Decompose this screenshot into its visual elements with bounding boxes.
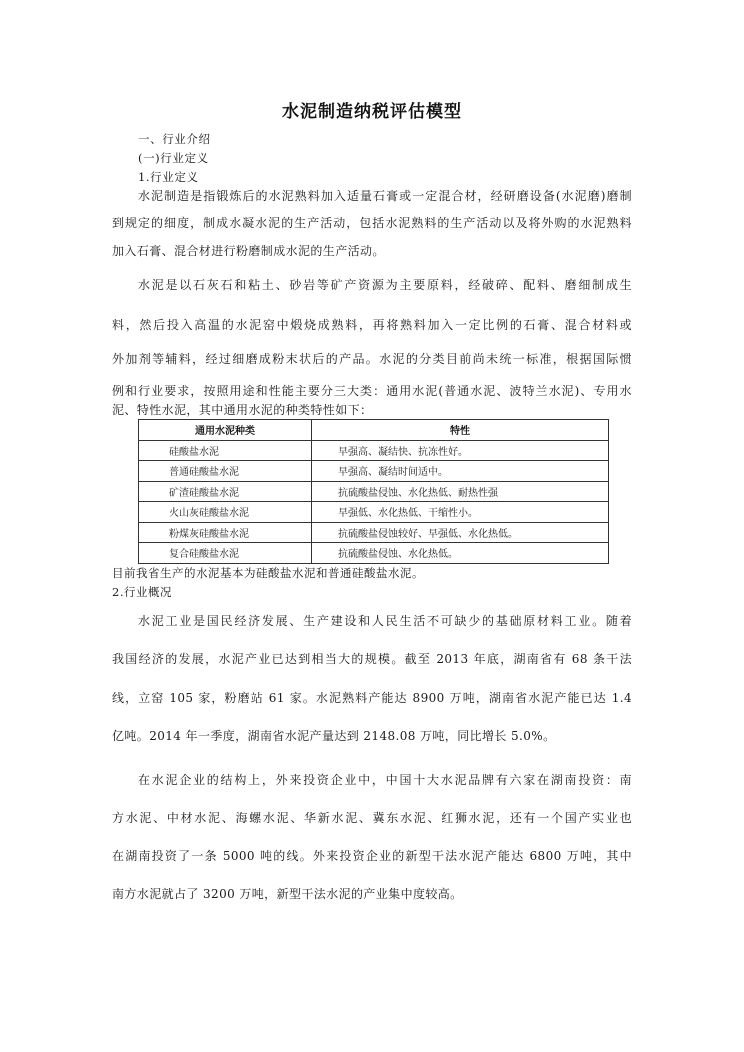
table-row [139,502,609,523]
cement-type-cell: 复合硅酸盐水泥 [139,543,312,564]
paragraph-line: 料，然后投入高温的水泥窑中煅烧成熟料，再将熟料加入一定比例的石膏、混合材料或 [112,318,632,332]
paragraph-line: 加入石膏、混合材进行粉磨制成水泥的生产活动。 [112,244,385,258]
table-note: 目前我省生产的水泥基本为硅酸盐水泥和普通硅酸盐水泥。 [112,566,424,580]
paragraph-line: 在湖南投资了一条 5000 吨的线。外来投资企业的新型干法水泥产能达 6800 万吨，其中 [112,849,632,863]
section-heading: 一、行业介绍 [138,132,211,146]
paragraph-line: 外加剂等辅料，经过细磨成粉末状后的产品。水泥的分类目前尚未统一标准，根据国际惯 [112,352,632,366]
cement-type-cell: 硅酸盐水泥 [139,440,312,461]
subsection-heading: (一)行业定义 [138,151,209,165]
cement-type-cell: 普通硅酸盐水泥 [139,461,312,482]
property-cell: 早强高、凝结快、抗冻性好。 [312,440,609,461]
paragraph-line: 水泥制造是指锻炼后的水泥熟料加入适量石膏或一定混合材，经研磨设备(水泥磨)磨制 [138,189,632,203]
paragraph-line: 到规定的细度，制成水凝水泥的生产活动，包括水泥熟料的生产活动以及将外购的水泥熟料 [112,216,632,230]
table-row [139,481,609,502]
paragraph-line: 例和行业要求，按照用途和性能主要分三大类：通用水泥(普通水泥、波特兰水泥)、专用水 [112,384,632,398]
paragraph-line: 方水泥、中材水泥、海螺水泥、华新水泥、冀东水泥、红狮水泥，还有一个国产实业也 [112,811,632,825]
table-row [139,461,609,482]
paragraph-line: 我国经济的发展，水泥产业已达到相当大的规模。截至 2013 年底，湖南省有 68 条干法 [112,652,632,666]
paragraph-line: 线，立窑 105 家，粉磨站 61 家。水泥熟料产能达 8900 万吨，湖南省水泥产能已达 1.4 [112,691,632,705]
table-header: 通用水泥种类 [139,420,312,441]
property-cell: 抗硫酸盐侵蚀、水化热低。 [312,543,609,564]
cement-type-cell: 火山灰硅酸盐水泥 [139,502,312,523]
property-cell: 早强低、水化热低、干缩性小。 [312,502,609,523]
table-header: 特性 [312,420,609,441]
document-title: 水泥制造纳税评估模型 [282,102,462,122]
paragraph-line: 泥、特性水泥，其中通用水泥的种类特性如下： [112,403,373,417]
paragraph-line: 亿吨。2014 年一季度，湖南省水泥产量达到 2148.08 万吨，同比增长 5.0%。 [112,729,556,743]
table-row [139,522,609,543]
table-row [139,440,609,461]
cement-type-cell: 矿渣硅酸盐水泥 [139,481,312,502]
property-cell: 早强高、凝结时间适中。 [312,461,609,482]
property-cell: 抗硫酸盐侵蚀较好、早强低、水化热低。 [312,522,609,543]
table-header-row [139,420,609,441]
paragraph-line: 水泥是以石灰石和粘土、砂岩等矿产资源为主要原料，经破碎、配料、磨细制成生 [138,278,632,292]
table-row [139,543,609,564]
item-heading: 2.行业概况 [112,585,172,599]
paragraph-line: 水泥工业是国民经济发展、生产建设和人民生活不可缺少的基础原材料工业。随着 [138,614,632,628]
paragraph-line: 南方水泥就占了 3200 万吨，新型干法水泥的产业集中度较高。 [112,887,463,901]
cement-type-cell: 粉煤灰硅酸盐水泥 [139,522,312,543]
cement-types-table [138,419,609,564]
item-heading: 1.行业定义 [138,170,199,184]
property-cell: 抗硫酸盐侵蚀、水化热低、耐热性强 [312,481,609,502]
paragraph-line: 在水泥企业的结构上，外来投资企业中，中国十大水泥品牌有六家在湖南投资：南 [138,773,632,787]
